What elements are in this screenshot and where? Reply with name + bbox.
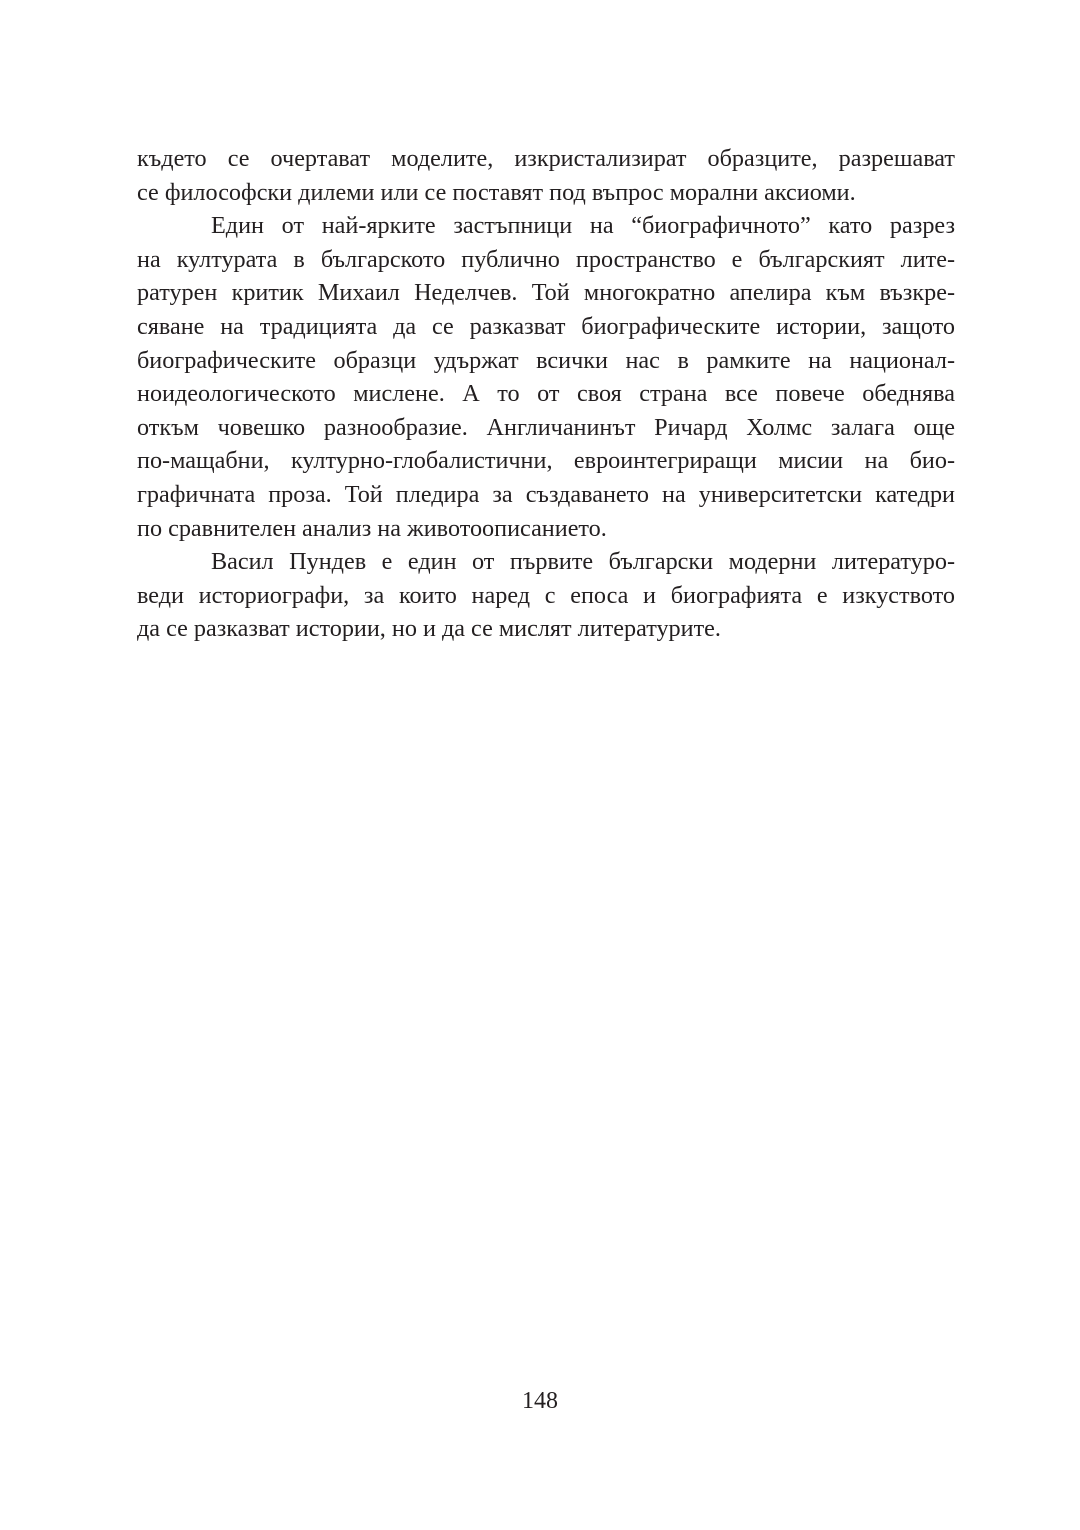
page-number: 148: [522, 1388, 558, 1414]
text-line: ноидеологическото мислене. А то от своя страна все повече обеднява: [137, 380, 955, 408]
body-text: [137, 142, 955, 646]
text-line: Един от най-ярките застъпници на “биографичното” като разрез: [211, 212, 955, 240]
text-line: където се очертават моделите, изкристализират образците, разрешават: [137, 145, 955, 172]
text-line: графичната проза. Той пледира за създаването на университетски катедри: [137, 480, 955, 508]
text-line: ратурен критик Михаил Неделчев. Той многократно апелира към възкре-: [137, 279, 955, 307]
text-line: се философски дилеми или се поставят под въпрос морални аксиоми.: [137, 178, 856, 206]
text-line: да се разказват истории, но и да се мислят литературите.: [137, 615, 721, 643]
text-line: веди историографи, за които наред с епоса и биографията е изкуството: [137, 581, 955, 609]
text-line: биографическите образци удържат всички нас в рамките на национал-: [137, 346, 955, 374]
text-line: по-мащабни, културно-глобалистични, евроинтегриращи мисии на био-: [137, 447, 955, 475]
text-line: откъм човешко разнообразие. Англичанинът Ричард Холмс залага още: [137, 413, 955, 441]
text-line: на културата в българското публично пространство е българският лите-: [137, 245, 955, 273]
text-line: Васил Пундев е един от първите български модерни литературо-: [211, 548, 955, 576]
text-line: по сравнителен анализ на животоописанието.: [137, 514, 607, 542]
text-line: сяване на традицията да се разказват биографическите истории, защото: [137, 312, 955, 340]
